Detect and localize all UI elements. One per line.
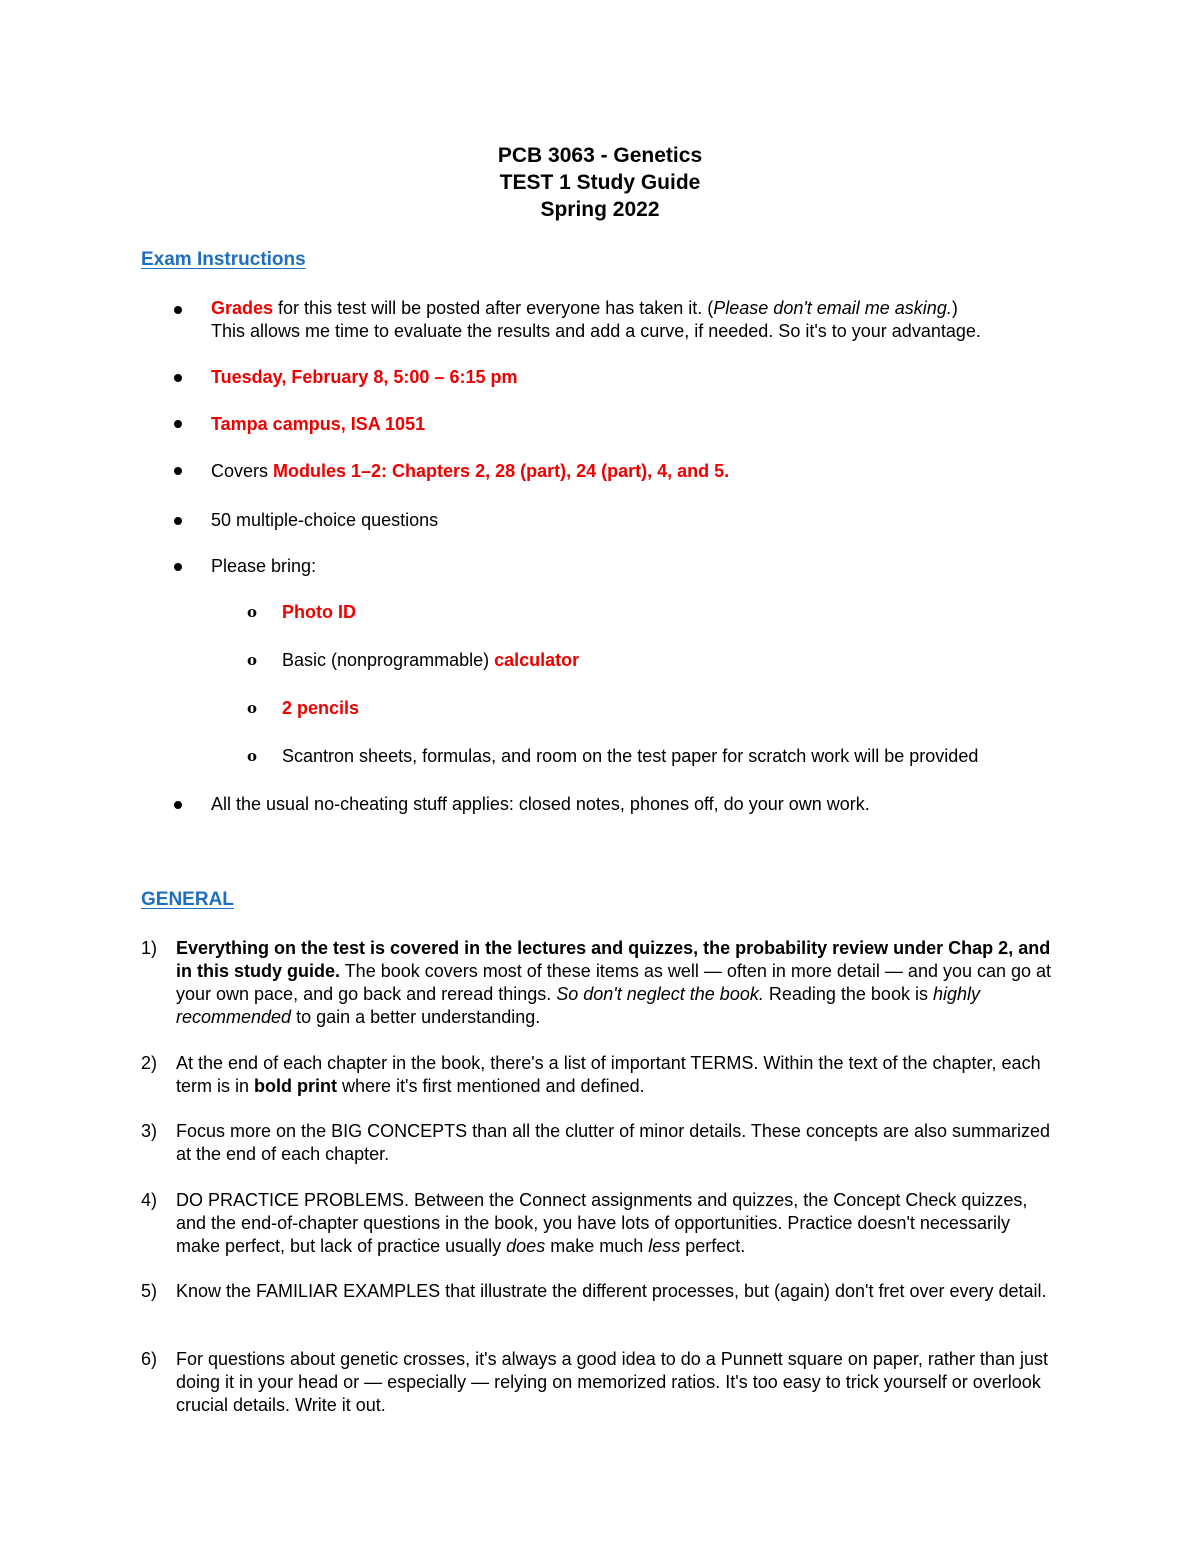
item-number: 1) bbox=[141, 938, 158, 958]
bring-pencils: 2 pencils bbox=[282, 698, 360, 718]
general-item-3: Focus more on the BIG CONCEPTS than all the clutter of minor details. These concepts are also summarized at the end of each chapter. bbox=[176, 1121, 1051, 1164]
item-number: 6) bbox=[141, 1349, 158, 1369]
grades-label: Grades bbox=[211, 298, 274, 318]
exam-instructions-heading: Exam Instructions bbox=[141, 249, 306, 270]
bullet-icon bbox=[174, 306, 182, 314]
exam-location: Tampa campus, ISA 1051 bbox=[211, 414, 426, 434]
general-item-5: Know the FAMILIAR EXAMPLES that illustrate the different processes, but (again) don't fret over every detail. bbox=[176, 1281, 1047, 1301]
bring-photo-id: Photo ID bbox=[282, 602, 356, 622]
bullet-icon bbox=[174, 801, 182, 809]
sub-bullet-icon: o bbox=[247, 651, 258, 669]
test-title: TEST 1 Study Guide bbox=[499, 171, 701, 194]
exam-date-time: Tuesday, February 8, 5:00 – 6:15 pm bbox=[211, 367, 518, 387]
sub-bullet-icon: o bbox=[247, 603, 258, 621]
bullet-icon bbox=[174, 467, 182, 475]
bullet-icon bbox=[174, 420, 182, 428]
general-item-2: At the end of each chapter in the book, there's a list of important TERMS. Within the text of the chapter, each term is in bold print where it's first mentioned and defined. bbox=[176, 1053, 1041, 1096]
bullet-icon bbox=[174, 374, 182, 382]
bullet-icon bbox=[174, 517, 182, 525]
general-heading: GENERAL bbox=[141, 889, 234, 910]
document-title bbox=[0, 142, 1200, 223]
sub-bullet-icon: o bbox=[247, 747, 258, 765]
item-number: 5) bbox=[141, 1281, 158, 1301]
item-number: 4) bbox=[141, 1190, 158, 1210]
item-number: 2) bbox=[141, 1053, 158, 1073]
question-count: 50 multiple-choice questions bbox=[211, 510, 439, 530]
item-number: 3) bbox=[141, 1121, 158, 1141]
general-item-4: DO PRACTICE PROBLEMS. Between the Connect assignments and quizzes, the Concept Check quizzes, and the end-of-chapter questions in the book, you have lots of opportunities. Practice doesn't necessarily make perfect, but lack of practice usually does make much less perfect. bbox=[176, 1190, 1028, 1256]
bullet-icon bbox=[174, 563, 182, 571]
no-cheating-note: All the usual no-cheating stuff applies: closed notes, phones off, do your own work. bbox=[211, 794, 870, 814]
term-title: Spring 2022 bbox=[540, 198, 660, 221]
please-bring-label: Please bring: bbox=[211, 556, 317, 576]
grades-item: Grades for this test will be posted after everyone has taken it. (Please don't email me asking.) This allows me time to evaluate the results and add a curve, if needed. So it's to your advantage. bbox=[211, 298, 981, 341]
general-item-6: For questions about genetic crosses, it's always a good idea to do a Punnett square on paper, rather than just doing it in your head or — especially — relying on memorized ratios. It's too easy to trick yourself or overlook crucial details. Write it out. bbox=[176, 1349, 1048, 1415]
general-item-1: Everything on the test is covered in the lectures and quizzes, the probability review under Chap 2, and in this study guide. The book covers most of these items as well — often in more detail — and you can go at your own pace, and go back and reread things. So don't neglect the book. Reading the book is highly recommended to gain a better understanding. bbox=[176, 938, 1052, 1027]
provided-materials: Scantron sheets, formulas, and room on the test paper for scratch work will be provided bbox=[282, 746, 979, 766]
bring-calculator: Basic (nonprogrammable) calculator bbox=[282, 650, 580, 670]
exam-coverage: Covers Modules 1–2: Chapters 2, 28 (part), 24 (part), 4, and 5. bbox=[211, 461, 730, 481]
course-title: PCB 3063 - Genetics bbox=[497, 144, 703, 167]
sub-bullet-icon: o bbox=[247, 699, 258, 717]
